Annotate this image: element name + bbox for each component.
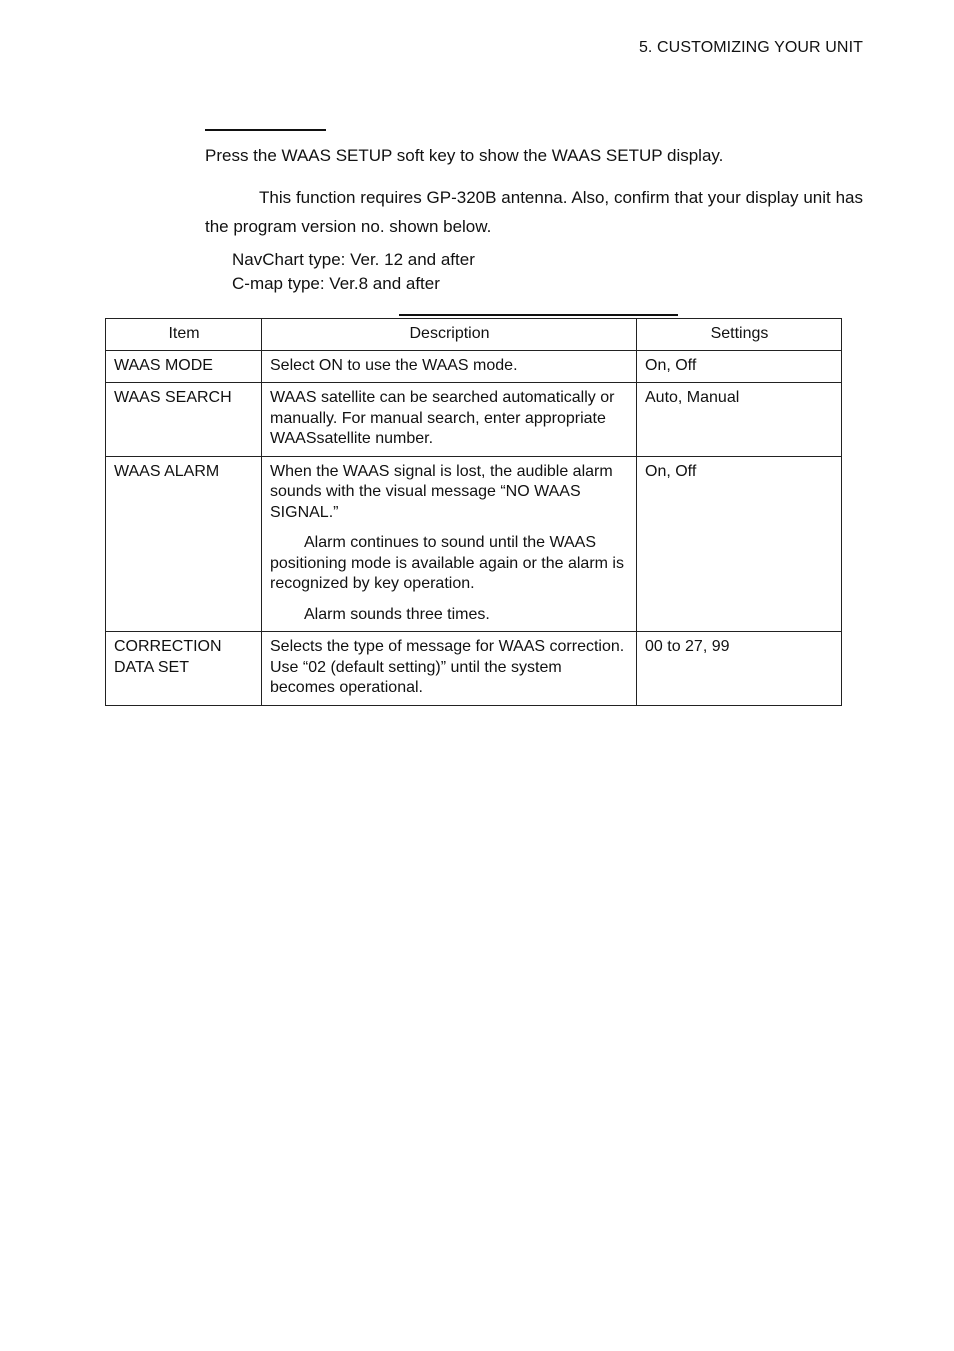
row-description — [262, 456, 637, 632]
version-list — [232, 248, 475, 296]
table-caption-rule — [399, 314, 678, 316]
description-paragraph: WAAS satellite can be searched automatically or manually. For manual search, enter appropriate WAASsatellite number. — [270, 389, 615, 447]
running-header: 5. CUSTOMIZING YOUR UNIT — [638, 39, 863, 56]
description-paragraph: Select ON to use the WAAS mode. — [270, 356, 518, 374]
header-item: Item — [106, 319, 262, 351]
table-row — [106, 383, 842, 457]
waas-settings-table — [105, 318, 842, 706]
row-settings: On, Off — [637, 350, 842, 383]
row-item: WAAS SEARCH — [106, 383, 262, 457]
header-description: Description — [262, 319, 637, 351]
row-item: WAAS ALARM — [106, 456, 262, 632]
description-paragraph: Alarm continues to sound until the WAAS positioning mode is available again or the alarm is recognized by key operation. — [270, 534, 624, 592]
table-row — [106, 350, 842, 383]
header-settings: Settings — [637, 319, 842, 351]
description-paragraph: Selects the type of message for WAAS correction. Use “02 (default setting)” until the system becomes operational. — [270, 638, 625, 696]
row-settings: 00 to 27, 99 — [637, 632, 842, 706]
description-paragraph: When the WAAS signal is lost, the audible alarm sounds with the visual message “NO WAAS SIGNAL.” — [270, 462, 613, 521]
table-row — [106, 456, 842, 632]
version-cmap: C-map type: Ver.8 and after — [232, 274, 440, 293]
row-description — [262, 632, 637, 706]
row-item: WAAS MODE — [106, 350, 262, 383]
description-paragraph: Alarm sounds three times. — [304, 605, 490, 623]
row-description — [262, 350, 637, 383]
row-settings: Auto, Manual — [637, 383, 842, 457]
table-row — [106, 632, 842, 706]
version-navchart: NavChart type: Ver. 12 and after — [232, 250, 475, 269]
row-item: CORRECTION DATA SET — [106, 632, 262, 706]
table-header-row — [106, 319, 842, 351]
row-settings: On, Off — [637, 456, 842, 632]
heading-rule — [205, 129, 326, 131]
row-description — [262, 383, 637, 457]
intro-text: Press the WAAS SETUP soft key to show the WAAS SETUP display. — [205, 146, 724, 165]
note-text: This function requires GP-320B antenna. Also, confirm that your display unit has the program version no. shown below. — [205, 188, 863, 236]
